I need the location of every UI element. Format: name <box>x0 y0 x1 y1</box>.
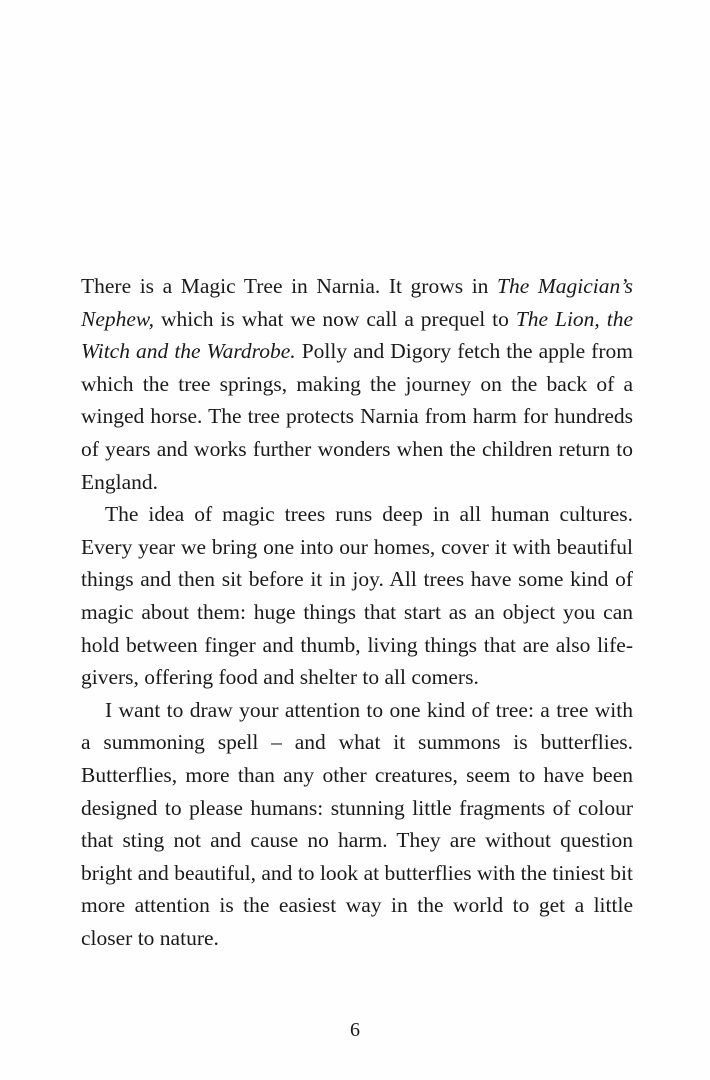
text-segment: Polly and Digory fetch the apple from which the tree springs, making the journey on the back of a winged horse. The tree protects Narnia from harm for hundreds of years and works further wonders when the children return to England. <box>81 339 633 494</box>
body-text <box>81 270 633 954</box>
text-segment: I want to draw your attention to one kind of tree: a tree with a summoning spell – and what it summons is butterflies. Butterflies, more than any other creatures, seem to have been designed to please humans: stunning little fragments of colour that sting not and cause no harm. They are without question bright and beautiful, and to look at butterflies with the tiniest bit more attention is the easiest way in the world to get a little closer to nature. <box>81 697 633 950</box>
paragraph-magic-trees <box>81 498 633 694</box>
text-segment: which is what we now call a prequel to <box>154 306 516 331</box>
text-segment: The idea of magic trees runs deep in all human cultures. Every year we bring one into our homes, cover it with beautiful things and then sit before it in joy. All trees have some kind of magic about them: huge things that start as an object you can hold between finger and thumb, living things that are also life-givers, offering food and shelter to all comers. <box>81 502 633 690</box>
book-title-lion-witch-wardrobe: The Lion, the Witch and the Wardrobe. <box>81 306 633 364</box>
page-number: 6 <box>350 1019 360 1041</box>
text-segment: There is a Magic Tree in Narnia. It grows in <box>81 274 497 298</box>
paragraph-narnia <box>81 270 633 498</box>
book-title-magicians-nephew: The Magician’s Nephew, <box>81 274 633 331</box>
paragraph-butterflies <box>81 694 633 955</box>
